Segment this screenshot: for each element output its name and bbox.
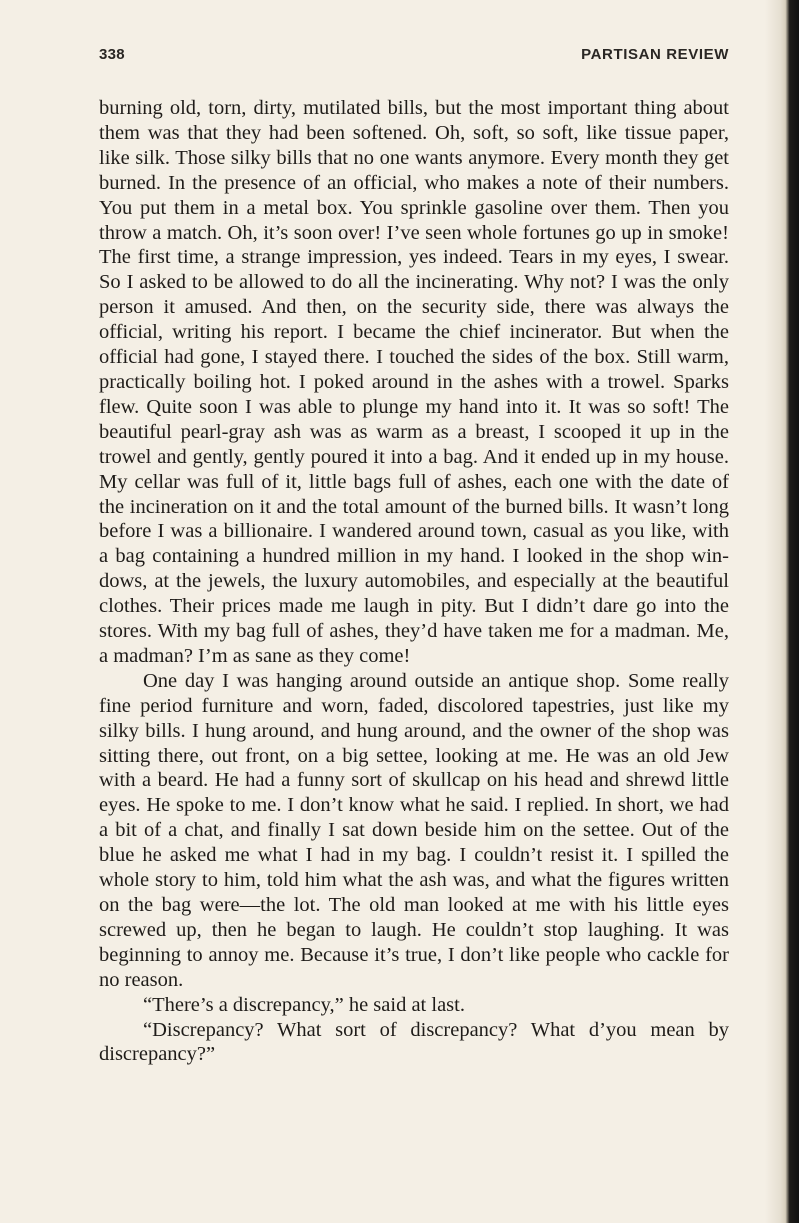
running-head <box>99 46 729 70</box>
body-text <box>99 96 729 1067</box>
page-number: 338 <box>99 46 125 63</box>
paragraph-dialogue-2: “Discrepancy? What sort of discrepancy? What d’you mean by discrepancy?” <box>99 1018 729 1066</box>
binding-edge-shadow <box>765 0 799 1223</box>
paragraph-continuation: burning old, torn, dirty, mutilated bills, but the most important thing about them was that they had been softened. Oh, soft, so soft, like tissue paper, like silk. Those silky bills that no one wants anymore. Every month they get burned. In the presence of an official, who makes a note of their numbers. You put them in a metal box. You sprinkle gasoline over them. Then you throw a match. Oh, it’s soon over! I’ve seen whole fortunes go up in smoke! The first time, a strange impression, yes indeed. Tears in my eyes, I swear. So I asked to be allowed to do all the incinerating. Why not? I was the only person it amused. And then, on the security side, there was always the official, writing his report. I became the chief incinerator. But when the official had gone, I stayed there. I touched the sides of the box. Still warm, practically boiling hot. I poked around in the ashes with a trowel. Sparks flew. Quite soon I was able to plunge my hand into it. It was so soft! The beautiful pearl-gray ash was as warm as a breast, I scooped it up in the trowel and gently, gently poured it into a bag. And it ended up in my house. My cellar was full of it, little bags full of ashes, each one with the date of the incineration on it and the total amount of the burned bills. It wasn’t long before I was a billionaire. I wandered around town, casual as you like, with a bag containing a hundred million in my hand. I looked in the shop windows, at the jewels, the luxury automobiles, and especially at the beautiful clothes. Their prices made me laugh in pity. But I didn’t dare go into the stores. With my bag full of ashes, they’d have taken me for a madman. Me, a madman? I’m as sane as they come! <box>99 97 729 667</box>
paragraph-dialogue-1: “There’s a discrepancy,” he said at last. <box>143 993 465 1016</box>
paragraph-antique-shop: One day I was hanging around outside an antique shop. Some really fine period furniture and worn, faded, discolored tapestries, just like my silky bills. I hung around, and hung around, and the owner of the shop was sitting there, out front, on a big settee, looking at me. He was an old Jew with a beard. He had a funny sort of skullcap on his head and shrewd little eyes. He spoke to me. I don’t know what he said. I replied. In short, we had a bit of a chat, and finally I sat down beside him on the settee. Out of the blue he asked me what I had in my bag. I couldn’t resist it. I spilled the whole story to him, told him what the ash was, and what the figures written on the bag were—the lot. The old man looked at me with his little eyes screwed up, then he began to laugh. He couldn’t stop laughing. It was beginning to annoy me. Because it’s true, I don’t like people who cackle for no reason. <box>99 669 729 991</box>
journal-title: PARTISAN REVIEW <box>581 46 729 63</box>
